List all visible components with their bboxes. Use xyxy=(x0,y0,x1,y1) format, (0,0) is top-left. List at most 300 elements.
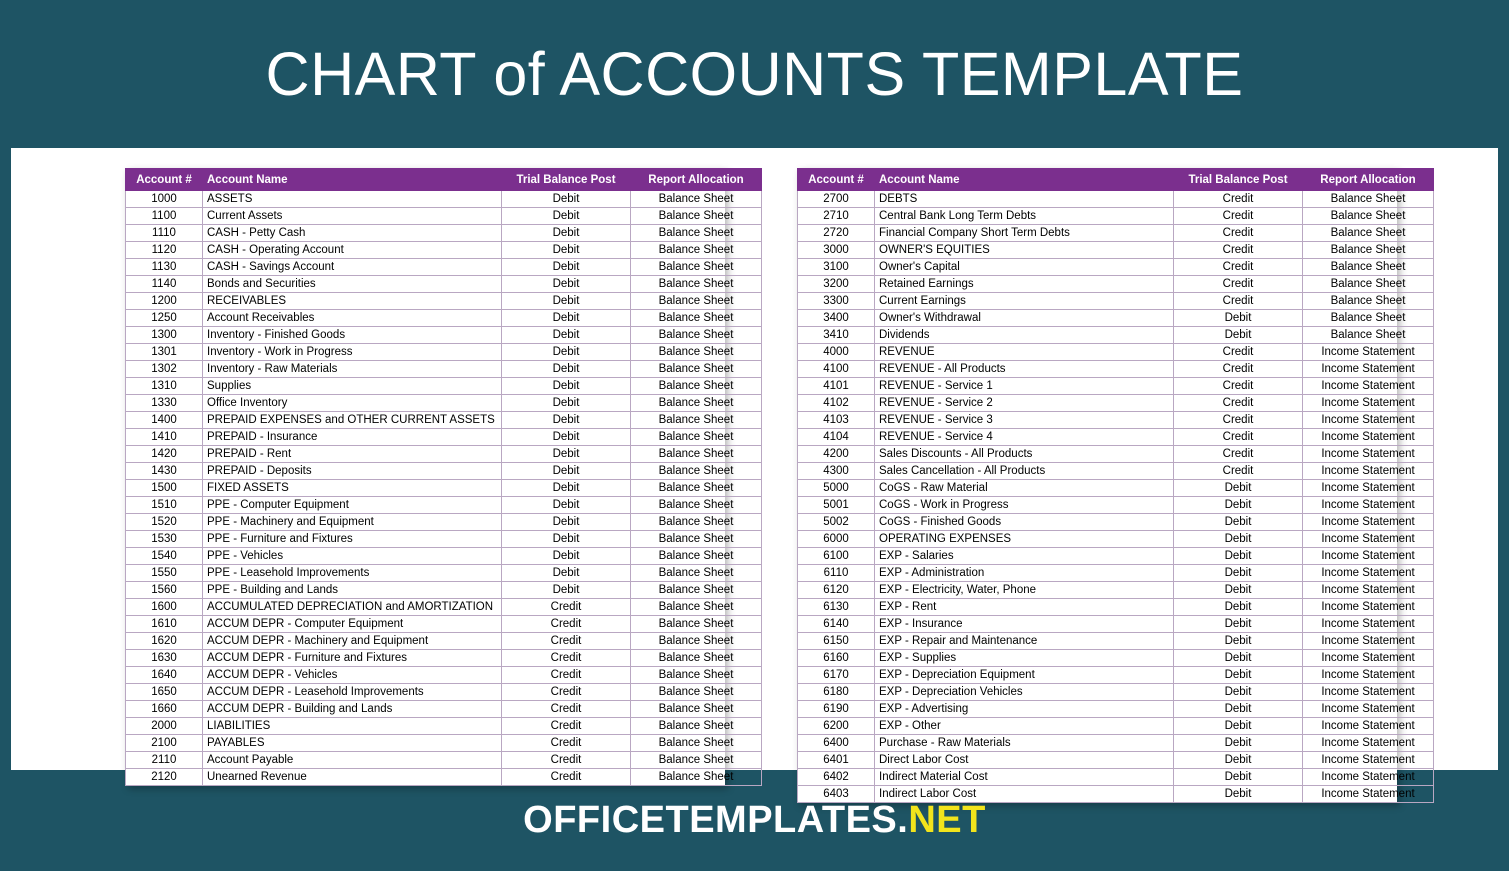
cell-trial-balance-post: Debit xyxy=(502,191,631,208)
cell-account-number: 2710 xyxy=(798,208,875,225)
cell-report-allocation: Balance Sheet xyxy=(1303,310,1434,327)
table-row xyxy=(798,684,1434,701)
cell-report-allocation: Balance Sheet xyxy=(1303,225,1434,242)
cell-account-name: Current Assets xyxy=(203,208,502,225)
column-header-account-name: Account Name xyxy=(875,169,1174,191)
table-row xyxy=(798,752,1434,769)
cell-account-name: ACCUM DEPR - Furniture and Fixtures xyxy=(203,650,502,667)
cell-report-allocation: Income Statement xyxy=(1303,548,1434,565)
cell-trial-balance-post: Debit xyxy=(1174,769,1303,786)
cell-trial-balance-post: Debit xyxy=(502,242,631,259)
cell-account-name: Account Receivables xyxy=(203,310,502,327)
table-row xyxy=(798,548,1434,565)
table-row xyxy=(798,293,1434,310)
cell-trial-balance-post: Credit xyxy=(502,616,631,633)
cell-trial-balance-post: Debit xyxy=(502,276,631,293)
cell-trial-balance-post: Debit xyxy=(1174,786,1303,803)
cell-report-allocation: Balance Sheet xyxy=(631,191,762,208)
cell-account-name: EXP - Repair and Maintenance xyxy=(875,633,1174,650)
cell-report-allocation: Income Statement xyxy=(1303,531,1434,548)
cell-trial-balance-post: Debit xyxy=(1174,752,1303,769)
cell-report-allocation: Income Statement xyxy=(1303,412,1434,429)
cell-account-number: 1430 xyxy=(126,463,203,480)
cell-trial-balance-post: Debit xyxy=(1174,735,1303,752)
cell-account-number: 1120 xyxy=(126,242,203,259)
table-header-left xyxy=(126,169,762,191)
cell-report-allocation: Balance Sheet xyxy=(1303,276,1434,293)
cell-report-allocation: Income Statement xyxy=(1303,446,1434,463)
cell-account-name: Central Bank Long Term Debts xyxy=(875,208,1174,225)
cell-account-name: CoGS - Work in Progress xyxy=(875,497,1174,514)
table-row xyxy=(126,208,762,225)
cell-trial-balance-post: Debit xyxy=(502,531,631,548)
cell-report-allocation: Balance Sheet xyxy=(631,667,762,684)
cell-account-name: RECEIVABLES xyxy=(203,293,502,310)
cell-account-name: ACCUM DEPR - Vehicles xyxy=(203,667,502,684)
cell-report-allocation: Balance Sheet xyxy=(631,242,762,259)
cell-report-allocation: Balance Sheet xyxy=(631,225,762,242)
table-row xyxy=(126,242,762,259)
table-row xyxy=(798,514,1434,531)
cell-trial-balance-post: Debit xyxy=(502,225,631,242)
cell-report-allocation: Balance Sheet xyxy=(631,327,762,344)
cell-trial-balance-post: Credit xyxy=(502,633,631,650)
table-row xyxy=(126,565,762,582)
table-row xyxy=(126,191,762,208)
cell-report-allocation: Income Statement xyxy=(1303,514,1434,531)
cell-report-allocation: Income Statement xyxy=(1303,701,1434,718)
cell-trial-balance-post: Debit xyxy=(1174,633,1303,650)
cell-report-allocation: Balance Sheet xyxy=(1303,191,1434,208)
cell-account-number: 6200 xyxy=(798,718,875,735)
cell-trial-balance-post: Debit xyxy=(502,310,631,327)
cell-account-name: EXP - Rent xyxy=(875,599,1174,616)
cell-account-name: REVENUE - Service 3 xyxy=(875,412,1174,429)
cell-report-allocation: Balance Sheet xyxy=(631,650,762,667)
cell-trial-balance-post: Credit xyxy=(1174,412,1303,429)
cell-report-allocation: Balance Sheet xyxy=(1303,327,1434,344)
page-header xyxy=(0,0,1509,148)
cell-report-allocation: Balance Sheet xyxy=(631,463,762,480)
cell-account-number: 2000 xyxy=(126,718,203,735)
table-row xyxy=(126,684,762,701)
cell-report-allocation: Income Statement xyxy=(1303,378,1434,395)
table-row xyxy=(798,446,1434,463)
cell-report-allocation: Balance Sheet xyxy=(631,633,762,650)
cell-report-allocation: Income Statement xyxy=(1303,429,1434,446)
cell-account-name: EXP - Depreciation Equipment xyxy=(875,667,1174,684)
cell-account-name: Dividends xyxy=(875,327,1174,344)
column-header-report-allocation: Report Allocation xyxy=(1303,169,1434,191)
cell-account-name: EXP - Advertising xyxy=(875,701,1174,718)
cell-account-number: 6110 xyxy=(798,565,875,582)
cell-account-number: 1660 xyxy=(126,701,203,718)
cell-report-allocation: Income Statement xyxy=(1303,361,1434,378)
table-row xyxy=(126,378,762,395)
cell-report-allocation: Balance Sheet xyxy=(631,395,762,412)
table-row xyxy=(126,752,762,769)
cell-report-allocation: Income Statement xyxy=(1303,718,1434,735)
table-row xyxy=(126,327,762,344)
table-row xyxy=(798,701,1434,718)
cell-trial-balance-post: Debit xyxy=(1174,531,1303,548)
cell-account-number: 6401 xyxy=(798,752,875,769)
cell-report-allocation: Balance Sheet xyxy=(1303,293,1434,310)
cell-account-name: PPE - Vehicles xyxy=(203,548,502,565)
cell-trial-balance-post: Debit xyxy=(502,582,631,599)
table-row xyxy=(126,429,762,446)
table-row xyxy=(126,650,762,667)
cell-trial-balance-post: Debit xyxy=(1174,480,1303,497)
table-row xyxy=(126,293,762,310)
cell-account-number: 5000 xyxy=(798,480,875,497)
cell-report-allocation: Balance Sheet xyxy=(631,769,762,786)
cell-account-name: Office Inventory xyxy=(203,395,502,412)
cell-account-name: Indirect Material Cost xyxy=(875,769,1174,786)
header-row xyxy=(798,169,1434,191)
cell-account-name: ACCUM DEPR - Leasehold Improvements xyxy=(203,684,502,701)
cell-account-number: 1620 xyxy=(126,633,203,650)
cell-report-allocation: Income Statement xyxy=(1303,599,1434,616)
cell-report-allocation: Balance Sheet xyxy=(631,565,762,582)
cell-account-name: EXP - Administration xyxy=(875,565,1174,582)
table-row xyxy=(126,701,762,718)
cell-account-number: 3100 xyxy=(798,259,875,276)
cell-account-number: 1420 xyxy=(126,446,203,463)
cell-trial-balance-post: Debit xyxy=(1174,582,1303,599)
cell-trial-balance-post: Credit xyxy=(502,599,631,616)
cell-trial-balance-post: Credit xyxy=(1174,242,1303,259)
table-row xyxy=(798,191,1434,208)
table-row xyxy=(798,599,1434,616)
cell-account-number: 1610 xyxy=(126,616,203,633)
cell-account-number: 3000 xyxy=(798,242,875,259)
cell-trial-balance-post: Debit xyxy=(1174,718,1303,735)
cell-account-name: PPE - Computer Equipment xyxy=(203,497,502,514)
cell-account-name: Inventory - Raw Materials xyxy=(203,361,502,378)
cell-account-name: PREPAID EXPENSES and OTHER CURRENT ASSETS xyxy=(203,412,502,429)
table-row xyxy=(126,361,762,378)
cell-trial-balance-post: Credit xyxy=(502,684,631,701)
cell-account-number: 1110 xyxy=(126,225,203,242)
cell-account-number: 1310 xyxy=(126,378,203,395)
table-row xyxy=(798,718,1434,735)
cell-report-allocation: Income Statement xyxy=(1303,735,1434,752)
cell-trial-balance-post: Credit xyxy=(1174,208,1303,225)
cell-account-name: PAYABLES xyxy=(203,735,502,752)
cell-trial-balance-post: Debit xyxy=(1174,565,1303,582)
site-logo xyxy=(523,799,986,842)
table-row xyxy=(798,259,1434,276)
cell-account-name: REVENUE - Service 4 xyxy=(875,429,1174,446)
cell-trial-balance-post: Credit xyxy=(502,650,631,667)
cell-account-name: Bonds and Securities xyxy=(203,276,502,293)
cell-account-number: 3410 xyxy=(798,327,875,344)
table-row xyxy=(798,225,1434,242)
table-row xyxy=(126,616,762,633)
cell-account-number: 1550 xyxy=(126,565,203,582)
cell-account-name: FIXED ASSETS xyxy=(203,480,502,497)
cell-trial-balance-post: Debit xyxy=(502,565,631,582)
column-header-account-number: Account # xyxy=(798,169,875,191)
cell-account-name: CoGS - Raw Material xyxy=(875,480,1174,497)
cell-trial-balance-post: Debit xyxy=(502,395,631,412)
table-row xyxy=(126,412,762,429)
cell-report-allocation: Balance Sheet xyxy=(631,293,762,310)
cell-account-number: 1302 xyxy=(126,361,203,378)
cell-trial-balance-post: Debit xyxy=(1174,310,1303,327)
cell-account-number: 2700 xyxy=(798,191,875,208)
logo-accent-text: NET xyxy=(908,799,986,841)
cell-account-name: PPE - Machinery and Equipment xyxy=(203,514,502,531)
column-header-account-name: Account Name xyxy=(203,169,502,191)
table-row xyxy=(798,395,1434,412)
cell-account-name: ACCUM DEPR - Computer Equipment xyxy=(203,616,502,633)
cell-report-allocation: Balance Sheet xyxy=(631,208,762,225)
table-row xyxy=(126,344,762,361)
cell-report-allocation: Balance Sheet xyxy=(1303,259,1434,276)
cell-account-name: REVENUE - Service 2 xyxy=(875,395,1174,412)
table-row xyxy=(126,548,762,565)
cell-report-allocation: Balance Sheet xyxy=(631,718,762,735)
cell-account-number: 5002 xyxy=(798,514,875,531)
cell-trial-balance-post: Debit xyxy=(502,378,631,395)
cell-report-allocation: Balance Sheet xyxy=(631,497,762,514)
cell-trial-balance-post: Debit xyxy=(502,293,631,310)
cell-account-number: 6100 xyxy=(798,548,875,565)
cell-report-allocation: Income Statement xyxy=(1303,395,1434,412)
cell-account-number: 2720 xyxy=(798,225,875,242)
table-row xyxy=(126,633,762,650)
cell-account-number: 3300 xyxy=(798,293,875,310)
cell-account-name: PPE - Leasehold Improvements xyxy=(203,565,502,582)
cell-report-allocation: Balance Sheet xyxy=(631,412,762,429)
cell-trial-balance-post: Credit xyxy=(502,667,631,684)
table-row xyxy=(798,412,1434,429)
cell-trial-balance-post: Credit xyxy=(502,718,631,735)
cell-account-number: 1140 xyxy=(126,276,203,293)
cell-account-name: ACCUM DEPR - Machinery and Equipment xyxy=(203,633,502,650)
cell-trial-balance-post: Credit xyxy=(1174,344,1303,361)
cell-report-allocation: Income Statement xyxy=(1303,786,1434,803)
cell-report-allocation: Income Statement xyxy=(1303,616,1434,633)
cell-report-allocation: Balance Sheet xyxy=(631,344,762,361)
cell-account-number: 1560 xyxy=(126,582,203,599)
table-row xyxy=(798,344,1434,361)
cell-report-allocation: Income Statement xyxy=(1303,565,1434,582)
cell-account-number: 1540 xyxy=(126,548,203,565)
cell-report-allocation: Balance Sheet xyxy=(631,701,762,718)
cell-trial-balance-post: Credit xyxy=(1174,361,1303,378)
cell-trial-balance-post: Credit xyxy=(1174,293,1303,310)
table-row xyxy=(798,310,1434,327)
table-header-right xyxy=(798,169,1434,191)
cell-report-allocation: Balance Sheet xyxy=(631,531,762,548)
cell-report-allocation: Balance Sheet xyxy=(631,259,762,276)
cell-trial-balance-post: Debit xyxy=(1174,548,1303,565)
page-title: CHART of ACCOUNTS TEMPLATE xyxy=(265,40,1244,108)
cell-account-number: 4100 xyxy=(798,361,875,378)
cell-account-name: EXP - Depreciation Vehicles xyxy=(875,684,1174,701)
table-row xyxy=(798,208,1434,225)
cell-account-number: 1520 xyxy=(126,514,203,531)
header-row xyxy=(126,169,762,191)
cell-account-number: 4104 xyxy=(798,429,875,446)
cell-account-name: EXP - Other xyxy=(875,718,1174,735)
cell-account-name: ASSETS xyxy=(203,191,502,208)
cell-account-name: Inventory - Work in Progress xyxy=(203,344,502,361)
cell-account-number: 6400 xyxy=(798,735,875,752)
cell-trial-balance-post: Debit xyxy=(502,514,631,531)
table-row xyxy=(126,395,762,412)
cell-account-number: 1630 xyxy=(126,650,203,667)
cell-account-number: 4102 xyxy=(798,395,875,412)
cell-account-number: 1301 xyxy=(126,344,203,361)
cell-trial-balance-post: Debit xyxy=(1174,616,1303,633)
cell-trial-balance-post: Debit xyxy=(1174,514,1303,531)
column-header-report-allocation: Report Allocation xyxy=(631,169,762,191)
table-row xyxy=(126,667,762,684)
cell-account-name: PPE - Building and Lands xyxy=(203,582,502,599)
table-row xyxy=(798,667,1434,684)
cell-trial-balance-post: Debit xyxy=(1174,327,1303,344)
cell-account-name: Financial Company Short Term Debts xyxy=(875,225,1174,242)
cell-account-name: Account Payable xyxy=(203,752,502,769)
cell-report-allocation: Balance Sheet xyxy=(631,361,762,378)
column-header-trial-balance-post: Trial Balance Post xyxy=(1174,169,1303,191)
cell-account-number: 1200 xyxy=(126,293,203,310)
cell-account-number: 4101 xyxy=(798,378,875,395)
cell-report-allocation: Income Statement xyxy=(1303,752,1434,769)
cell-trial-balance-post: Credit xyxy=(502,735,631,752)
cell-trial-balance-post: Credit xyxy=(1174,429,1303,446)
cell-report-allocation: Income Statement xyxy=(1303,667,1434,684)
cell-account-name: LIABILITIES xyxy=(203,718,502,735)
logo-main-text: OFFICETEMPLATES. xyxy=(523,799,909,841)
cell-account-name: Retained Earnings xyxy=(875,276,1174,293)
cell-account-name: REVENUE - All Products xyxy=(875,361,1174,378)
cell-account-number: 1640 xyxy=(126,667,203,684)
table-row xyxy=(126,531,762,548)
cell-account-number: 1130 xyxy=(126,259,203,276)
table-row xyxy=(126,446,762,463)
cell-account-name: EXP - Electricity, Water, Phone xyxy=(875,582,1174,599)
cell-trial-balance-post: Credit xyxy=(1174,276,1303,293)
table-row xyxy=(126,497,762,514)
table-row xyxy=(126,225,762,242)
cell-account-name: CASH - Operating Account xyxy=(203,242,502,259)
cell-account-name: Sales Cancellation - All Products xyxy=(875,463,1174,480)
cell-report-allocation: Balance Sheet xyxy=(631,582,762,599)
cell-account-number: 1250 xyxy=(126,310,203,327)
cell-account-number: 1330 xyxy=(126,395,203,412)
table-row xyxy=(798,565,1434,582)
table-row xyxy=(126,276,762,293)
cell-trial-balance-post: Credit xyxy=(1174,259,1303,276)
cell-trial-balance-post: Credit xyxy=(1174,191,1303,208)
cell-account-number: 6402 xyxy=(798,769,875,786)
cell-report-allocation: Balance Sheet xyxy=(631,735,762,752)
cell-report-allocation: Balance Sheet xyxy=(631,276,762,293)
cell-trial-balance-post: Credit xyxy=(1174,463,1303,480)
table-row xyxy=(798,327,1434,344)
cell-account-name: Purchase - Raw Materials xyxy=(875,735,1174,752)
cell-report-allocation: Income Statement xyxy=(1303,480,1434,497)
cell-account-name: PREPAID - Insurance xyxy=(203,429,502,446)
cell-trial-balance-post: Credit xyxy=(1174,225,1303,242)
cell-report-allocation: Balance Sheet xyxy=(631,429,762,446)
cell-account-name: Owner's Capital xyxy=(875,259,1174,276)
cell-account-name: Current Earnings xyxy=(875,293,1174,310)
cell-report-allocation: Balance Sheet xyxy=(631,548,762,565)
cell-report-allocation: Balance Sheet xyxy=(1303,242,1434,259)
cell-account-number: 2110 xyxy=(126,752,203,769)
cell-trial-balance-post: Credit xyxy=(1174,378,1303,395)
cell-account-name: OWNER'S EQUITIES xyxy=(875,242,1174,259)
cell-account-number: 6170 xyxy=(798,667,875,684)
cell-account-number: 1300 xyxy=(126,327,203,344)
cell-account-number: 2100 xyxy=(126,735,203,752)
cell-account-number: 4000 xyxy=(798,344,875,361)
cell-account-number: 1000 xyxy=(126,191,203,208)
coa-table-right xyxy=(797,168,1434,803)
cell-report-allocation: Balance Sheet xyxy=(631,480,762,497)
cell-account-name: Direct Labor Cost xyxy=(875,752,1174,769)
cell-report-allocation: Income Statement xyxy=(1303,684,1434,701)
cell-trial-balance-post: Debit xyxy=(1174,701,1303,718)
cell-account-number: 6140 xyxy=(798,616,875,633)
cell-account-number: 6403 xyxy=(798,786,875,803)
table-row xyxy=(126,735,762,752)
cell-report-allocation: Balance Sheet xyxy=(631,514,762,531)
table-body-right xyxy=(798,191,1434,803)
cell-trial-balance-post: Debit xyxy=(502,463,631,480)
table-row xyxy=(798,378,1434,395)
cell-report-allocation: Balance Sheet xyxy=(631,310,762,327)
cell-account-name: Sales Discounts - All Products xyxy=(875,446,1174,463)
cell-account-name: REVENUE xyxy=(875,344,1174,361)
cell-report-allocation: Balance Sheet xyxy=(631,599,762,616)
cell-account-name: CASH - Savings Account xyxy=(203,259,502,276)
cell-trial-balance-post: Debit xyxy=(1174,650,1303,667)
cell-account-name: PREPAID - Rent xyxy=(203,446,502,463)
table-row xyxy=(798,582,1434,599)
table-row xyxy=(126,514,762,531)
white-sheet xyxy=(11,148,1498,800)
cell-report-allocation: Balance Sheet xyxy=(631,446,762,463)
cell-account-name: REVENUE - Service 1 xyxy=(875,378,1174,395)
cell-report-allocation: Income Statement xyxy=(1303,633,1434,650)
column-header-account-number: Account # xyxy=(126,169,203,191)
cell-account-name: PPE - Furniture and Fixtures xyxy=(203,531,502,548)
cell-account-name: DEBTS xyxy=(875,191,1174,208)
cell-trial-balance-post: Debit xyxy=(502,446,631,463)
cell-account-number: 3200 xyxy=(798,276,875,293)
cell-trial-balance-post: Credit xyxy=(1174,446,1303,463)
cell-account-name: Unearned Revenue xyxy=(203,769,502,786)
cell-account-name: ACCUMULATED DEPRECIATION and AMORTIZATION xyxy=(203,599,502,616)
cell-trial-balance-post: Credit xyxy=(502,769,631,786)
cell-trial-balance-post: Credit xyxy=(1174,395,1303,412)
cell-account-name: Owner's Withdrawal xyxy=(875,310,1174,327)
cell-account-number: 1100 xyxy=(126,208,203,225)
cell-account-number: 6120 xyxy=(798,582,875,599)
cell-account-name: OPERATING EXPENSES xyxy=(875,531,1174,548)
cell-trial-balance-post: Debit xyxy=(502,480,631,497)
cell-account-number: 1650 xyxy=(126,684,203,701)
cell-account-number: 6000 xyxy=(798,531,875,548)
cell-trial-balance-post: Debit xyxy=(1174,497,1303,514)
